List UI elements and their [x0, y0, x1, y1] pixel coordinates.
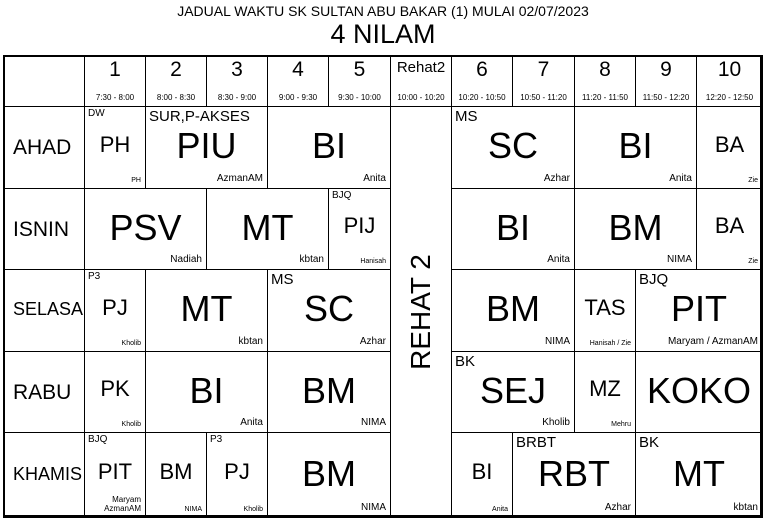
- teacher-name: NIMA: [545, 336, 570, 347]
- teacher-name: Maryam / AzmanAM: [667, 336, 758, 347]
- lesson-tag: MS: [271, 271, 294, 288]
- teacher-name: Anita: [669, 173, 692, 184]
- period-number: 5: [353, 58, 366, 81]
- period-number: Rehat2: [396, 59, 446, 76]
- subject-code: MT: [673, 453, 725, 494]
- subject-code: MT: [180, 288, 233, 329]
- subject-code: BM: [608, 207, 663, 248]
- subject-code: MZ: [589, 376, 621, 401]
- teacher-name: kbtan: [299, 254, 324, 265]
- lesson-tag: P3: [210, 434, 223, 445]
- teacher-name: Anita: [547, 254, 570, 265]
- period-number: 4: [292, 58, 304, 81]
- subject-code: PIT: [97, 459, 133, 484]
- period-time: 11:50 - 12:20: [642, 93, 690, 102]
- class-name: 4 NILAM: [330, 19, 436, 49]
- period-number: 7: [537, 58, 550, 81]
- lesson-tag: MS: [455, 108, 478, 125]
- lesson-tag: BJQ: [88, 434, 108, 445]
- lesson-tag: DW: [88, 108, 105, 119]
- period-number: 2: [170, 58, 182, 81]
- teacher-name: Kholib: [243, 506, 263, 513]
- subject-code: PIU: [176, 125, 237, 166]
- lesson-tag: P3: [88, 271, 101, 282]
- teacher-name: Azhar: [543, 173, 570, 184]
- lesson-tag: BK: [639, 434, 660, 451]
- teacher-name: Kholib: [121, 340, 141, 347]
- period-time: 10:20 - 10:50: [458, 93, 506, 102]
- period-time: 9:30 - 10:00: [338, 93, 381, 102]
- teacher-name: Hanisah / Zie: [589, 340, 631, 347]
- teacher-name: kbtan: [238, 336, 263, 347]
- subject-code: BI: [471, 459, 493, 484]
- period-time: 10:50 - 11:20: [520, 93, 567, 102]
- teacher-name: Azhar: [359, 336, 386, 347]
- teacher-name: Kholib: [542, 417, 570, 428]
- teacher-name: Nadiah: [170, 254, 202, 265]
- subject-code: BI: [618, 125, 653, 166]
- period-number: 8: [599, 58, 611, 81]
- subject-code: SEJ: [479, 370, 547, 411]
- subject-code: BM: [486, 288, 540, 329]
- timetable-title: JADUAL WAKTU SK SULTAN ABU BAKAR (1) MULAI 02/07/2023: [177, 3, 589, 19]
- teacher-name: Zie: [748, 177, 758, 184]
- teacher-name: NIMA: [667, 254, 692, 265]
- teacher-name: NIMA: [361, 502, 386, 513]
- subject-code: PIJ: [343, 213, 376, 238]
- period-time: 8:30 - 9:00: [217, 93, 257, 102]
- period-time: 9:00 - 9:30: [278, 93, 318, 102]
- subject-code: BA: [714, 213, 745, 238]
- subject-code: BM: [302, 370, 356, 411]
- period-time: 7:30 - 8:00: [95, 93, 135, 102]
- subject-code: BI: [495, 207, 530, 248]
- teacher-name: Maryam: [112, 495, 141, 504]
- subject-code: BM: [159, 459, 193, 484]
- lesson-tag: BK: [455, 353, 476, 370]
- subject-code: BI: [311, 125, 346, 166]
- subject-code: PK: [100, 376, 130, 401]
- period-number: 1: [109, 58, 121, 81]
- period-number: 3: [231, 58, 243, 81]
- period-time: 10:00 - 10:20: [397, 93, 445, 102]
- day-label: ISNIN: [13, 218, 70, 241]
- teacher-name: Anita: [240, 417, 263, 428]
- teacher-name: PH: [131, 177, 141, 184]
- subject-code: BA: [714, 132, 745, 157]
- day-label: RABU: [13, 381, 72, 404]
- period-number: 9: [660, 58, 672, 81]
- subject-code: SC: [303, 288, 354, 329]
- period-time: 12:20 - 12:50: [705, 93, 754, 102]
- lesson-tag: BJQ: [332, 190, 352, 201]
- teacher-name: kbtan: [733, 502, 758, 513]
- lesson-tag: BJQ: [639, 271, 669, 288]
- teacher-name: Kholib: [121, 421, 141, 428]
- subject-code: SC: [487, 125, 538, 166]
- timetable-frame: [3, 55, 762, 517]
- teacher-name: Azhar: [604, 502, 631, 513]
- teacher-name: Hanisah: [360, 258, 386, 265]
- teacher-name: AzmanAM: [216, 173, 263, 184]
- subject-code: TAS: [584, 295, 626, 320]
- subject-code: BM: [302, 453, 356, 494]
- subject-code: MT: [241, 207, 294, 248]
- lesson-tag: SUR,P-AKSES: [149, 108, 250, 125]
- teacher-name: Zie: [748, 258, 758, 265]
- break-label: REHAT 2: [405, 254, 436, 370]
- day-label: KHAMIS: [13, 464, 83, 484]
- teacher-name: Anita: [492, 506, 508, 513]
- subject-code: PSV: [109, 207, 182, 248]
- subject-code: PJ: [224, 459, 250, 484]
- period-time: 11:20 - 11:50: [582, 93, 628, 102]
- subject-code: PH: [99, 132, 131, 157]
- subject-code: PJ: [102, 295, 128, 320]
- teacher-name: NIMA: [184, 506, 202, 513]
- period-number: 6: [476, 58, 488, 81]
- subject-code: PIT: [670, 288, 727, 329]
- day-label: SELASA: [13, 299, 84, 319]
- period-number: 10: [717, 58, 742, 81]
- lesson-tag: BRBT: [516, 434, 557, 451]
- teacher-name: AzmanAM: [104, 504, 141, 513]
- subject-code: RBT: [538, 453, 610, 494]
- period-time: 8:00 - 8:30: [156, 93, 196, 102]
- teacher-name: Mehru: [611, 421, 631, 428]
- teacher-name: Anita: [363, 173, 386, 184]
- subject-code: KOKO: [646, 370, 752, 411]
- teacher-name: NIMA: [361, 417, 386, 428]
- subject-code: BI: [189, 370, 224, 411]
- day-label: AHAD: [13, 136, 72, 159]
